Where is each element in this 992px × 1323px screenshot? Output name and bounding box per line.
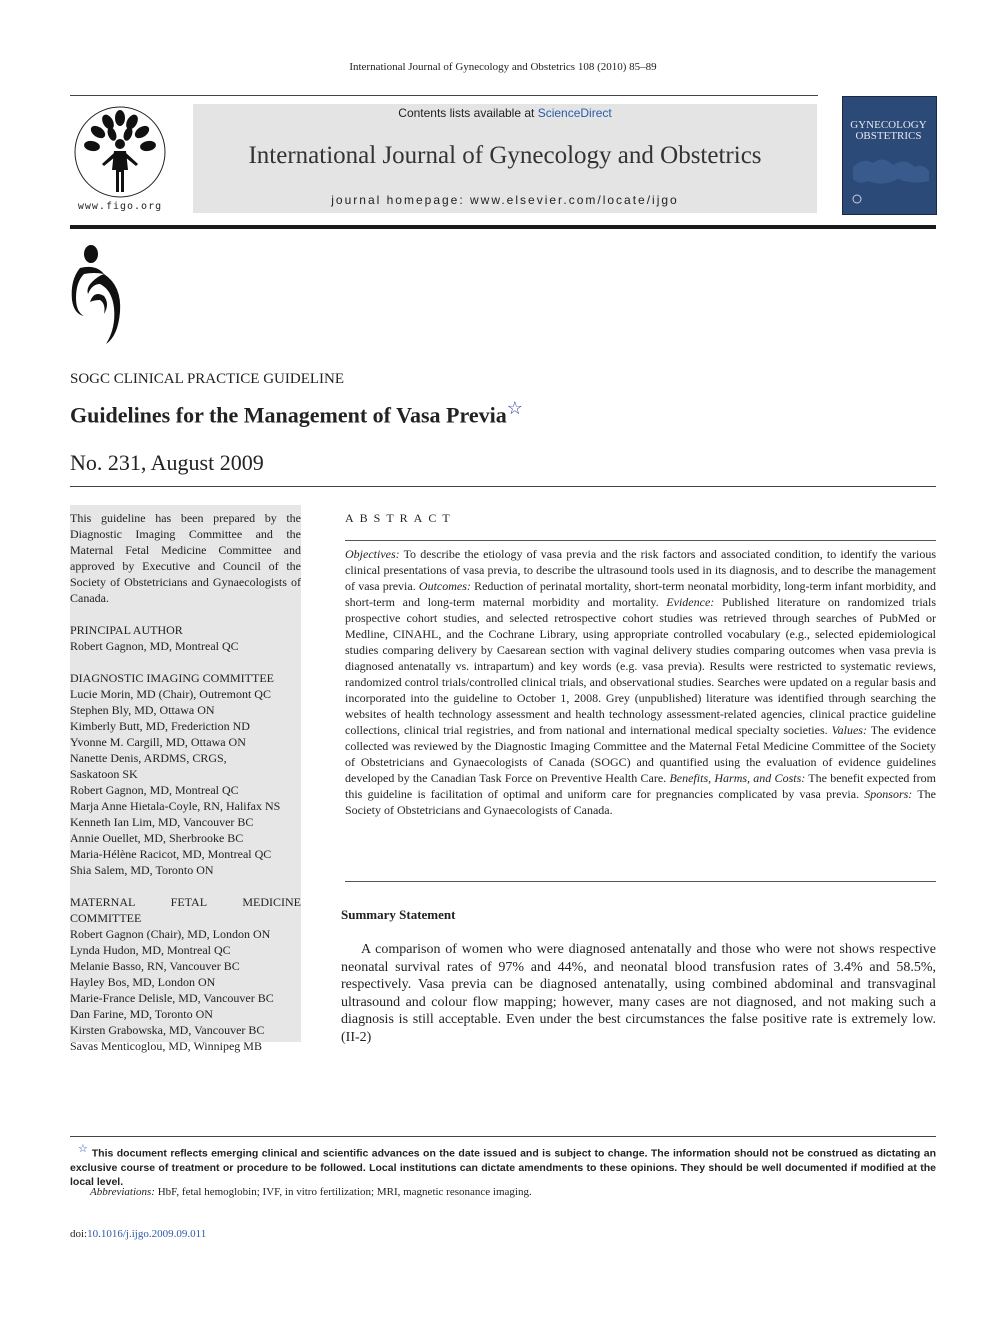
sciencedirect-link[interactable]: ScienceDirect <box>537 106 612 120</box>
evidence-text: Published literature on randomized trials prospective cohort studies, and selected retrospective cohort studies was retrieved through searches of PubMed or Medline, CINAHL, and the Cochrane Library, using appropriate controlled vocabulary (e.g., selected epidemiological studies comparing delivery by Caesarean section with vaginal delivery studies comparing outcomes when vasa previa is diagnosed antenatally vs. intrapartum) and key words (e.g. vasa previa). Results were restricted to systematic reviews, randomized control trials/controlled clinical trials, and observational studies. Searches were updated on a regular basis and incorporated into the guideline to October 1, 2008. Grey (unpublished) literature was identified through searching the websites of health technology assessment and health technology assessment-related agencies, clinical practice guideline collections, clinical trial registries, and from national and international medical specialty societies. <box>345 595 937 737</box>
committee-member: Dan Farine, MD, Toronto ON <box>70 1007 213 1021</box>
committee-member: Robert Gagnon (Chair), MD, London ON <box>70 927 271 941</box>
committee-member: Lynda Hudon, MD, Montreal QC <box>70 943 231 957</box>
committee-member: Savas Menticoglou, MD, Winnipeg MB <box>70 1039 262 1053</box>
committee-member: Robert Gagnon, MD, Montreal QC <box>70 639 239 653</box>
principal-list <box>70 638 301 654</box>
top-rule <box>70 95 818 96</box>
committee-member: Stephen Bly, MD, Ottawa ON <box>70 703 215 717</box>
benefits-label: Benefits, Harms, and Costs: <box>669 771 806 785</box>
outcomes-text: Reduction of perinatal mortality, short-term neonatal morbidity, long-term infant morbidity, and short-term and long-term maternal morbidity and mortality. <box>345 579 936 609</box>
abbreviations-text: HbF, fetal hemoglobin; IVF, in vitro fertilization; MRI, magnetic resonance imaging. <box>154 1186 532 1198</box>
evidence-label: Evidence: <box>666 595 715 609</box>
diag-heading: DIAGNOSTIC IMAGING COMMITTEE <box>70 671 274 685</box>
diag-list <box>70 686 301 878</box>
committee-member: Saskatoon SK <box>70 767 138 781</box>
figo-logo <box>68 104 172 216</box>
committee-member: Nanette Denis, ARDMS, CRGS, <box>70 751 227 765</box>
doi-prefix: doi: <box>70 1228 88 1240</box>
journal-title: International Journal of Gynecology and Obstetrics <box>248 142 762 169</box>
footnote-text: This document reflects emerging clinical and scientific advances on the date issued and is subject to change. The information should not be construed as dictating an exclusive course of treatment or procedure to be followed. Local institutions can dictate amendments to these opinions. They should be well documented if modified at the local level. <box>70 1147 936 1188</box>
journal-cover-image <box>842 96 937 215</box>
figo-url[interactable]: www.figo.org <box>77 201 163 212</box>
sponsors-label: Sponsors: <box>864 787 913 801</box>
title-rule <box>70 486 936 487</box>
committee-member: Marie-France Delisle, MD, Vancouver BC <box>70 991 274 1005</box>
cover-title-line1: GYNECOLOGY <box>850 119 927 131</box>
principal-heading: PRINCIPAL AUTHOR <box>70 623 183 637</box>
committee-member: Kimberly Butt, MD, Frederiction ND <box>70 719 250 733</box>
guideline-number: No. 231, August 2009 <box>70 450 264 475</box>
cover-title-line2: OBSTETRICS <box>855 130 922 142</box>
committee-member: Lucie Morin, MD (Chair), Outremont QC <box>70 687 271 701</box>
values-text: The evidence collected was reviewed by the Diagnostic Imaging Committee and the Maternal Fetal Medicine Committee of the Society of Obstetricians and Gynaecologists of Canada (SOGC) and quantified using the evaluation of evidence guidelines developed by the Canadian Task Force on Preventive Health Care. <box>345 723 936 785</box>
author-sidebar-text <box>70 510 301 1054</box>
abstract-body <box>345 546 936 818</box>
objectives-label: Objectives: <box>345 547 400 561</box>
summary-heading: Summary Statement <box>341 907 456 922</box>
title-footnote-star-icon[interactable]: ☆ <box>506 398 523 418</box>
article-title-text: Guidelines for the Management of Vasa Previa <box>70 402 507 428</box>
contents-prefix: Contents lists available at <box>398 106 538 120</box>
article-title <box>70 398 523 428</box>
abbreviations <box>90 1186 532 1198</box>
committee-member: Annie Ouellet, MD, Sherbrooke BC <box>70 831 244 845</box>
abstract-heading: ABSTRACT <box>345 511 456 525</box>
header-thick-rule <box>70 225 936 229</box>
footnote-rule <box>70 1136 936 1137</box>
committee-member: Robert Gagnon, MD, Montreal QC <box>70 783 239 797</box>
footnote <box>70 1142 936 1189</box>
mfm-list <box>70 926 301 1054</box>
committee-member: Kirsten Grabowska, MD, Vancouver BC <box>70 1023 265 1037</box>
section-label: SOGC CLINICAL PRACTICE GUIDELINE <box>70 371 345 387</box>
doi <box>70 1228 206 1240</box>
doi-link[interactable]: 10.1016/j.ijgo.2009.09.011 <box>87 1228 207 1240</box>
committee-member: Hayley Bos, MD, London ON <box>70 975 216 989</box>
committee-member: Marja Anne Hietala-Coyle, RN, Halifax NS <box>70 799 281 813</box>
abstract-rule-top <box>345 540 936 541</box>
committee-member: Yvonne M. Cargill, MD, Ottawa ON <box>70 735 246 749</box>
abbreviations-label: Abbreviations: <box>90 1186 155 1198</box>
objectives-text: To describe the etiology of vasa previa and the risk factors and associated condition, to identify the various clinical presentations of vasa previa, to describe the ultrasound tools used in its diagnosis, and to describe the management of vasa previa. <box>345 547 936 593</box>
summary-body: A comparison of women who were diagnosed antenatally and those who were not shows respective neonatal survival rates of 97% and 44%, and neonatal blood transfusion rates of 3.4% and 58.5%, respectively. Vasa previa can be diagnosed antenatally, using combined abdominal and transvaginal ultrasound and colour flow mapping; however, many cases are not diagnosed, and not making such a diagnosis is still acceptable. Even under the best circumstances the false positive rate is extremely low. (II-2) <box>341 942 936 1045</box>
outcomes-label: Outcomes: <box>418 579 471 593</box>
sidebar-intro: This guideline has been prepared by the Diagnostic Imaging Committee and the Maternal Fetal Medicine Committee and approved by Executive and Council of the Society of Obstetricians and Gynaecologists of Canada. <box>70 511 301 605</box>
committee-member: Shia Salem, MD, Toronto ON <box>70 863 214 877</box>
benefits-text: The benefit expected from this guideline is facilitation of optimal and uniform care for pregnancies complicated by vasa previa. <box>345 771 936 801</box>
sponsors-text: The Society of Obstetricians and Gynaecologists of Canada. <box>345 787 936 817</box>
cover-map-icon <box>843 97 936 214</box>
committee-member: Maria-Hélène Racicot, MD, Montreal QC <box>70 847 272 861</box>
cover-title <box>842 120 935 142</box>
committee-member: Kenneth Ian Lim, MD, Vancouver BC <box>70 815 254 829</box>
committee-member: Melanie Basso, RN, Vancouver BC <box>70 959 240 973</box>
journal-citation: International Journal of Gynecology and Obstetrics 108 (2010) 85–89 <box>349 61 657 73</box>
values-label: Values: <box>831 723 867 737</box>
abstract-rule-bottom <box>345 881 936 882</box>
contents-line <box>193 106 817 120</box>
footnote-star-icon: ☆ <box>78 1143 89 1155</box>
mfm-heading: MATERNAL FETAL MEDICINE COMMITTEE <box>70 895 301 925</box>
sogc-logo <box>70 244 128 344</box>
journal-homepage[interactable]: journal homepage: www.elsevier.com/locate/ijgo <box>331 193 679 207</box>
